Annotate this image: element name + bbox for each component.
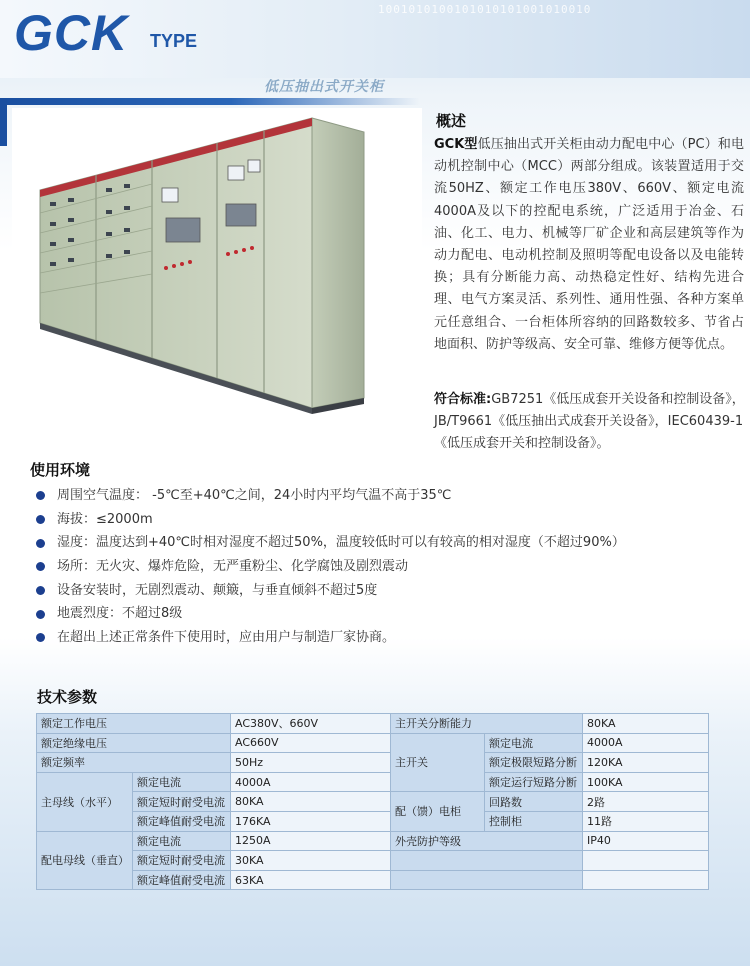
table-cell: 额定电流 (485, 733, 583, 753)
table-cell: 额定绝缘电压 (37, 733, 231, 753)
table-cell: 120KA (583, 753, 709, 773)
binary-decoration: 1001010100101010101001010010 (378, 3, 592, 16)
bullet-icon (36, 562, 45, 571)
list-item-text: 场所：无火灾、爆炸危险，无严重粉尘、化学腐蚀及剧烈震动 (57, 559, 409, 575)
table-row (37, 733, 709, 753)
table-row (37, 714, 709, 734)
table-cell: 63KA (231, 870, 391, 890)
table-cell: 主母线（水平） (37, 772, 133, 831)
list-item (36, 555, 736, 579)
accent-bar (0, 98, 420, 105)
table-cell: 4000A (231, 772, 391, 792)
bullet-icon (36, 586, 45, 595)
overview-lead: GCK型 (434, 137, 478, 152)
table-row (37, 870, 709, 890)
environment-title: 使用环境 (30, 461, 91, 479)
switchgear-cabinet-illustration (12, 108, 422, 423)
environment-list (36, 484, 736, 650)
accent-bar-vertical (0, 98, 7, 146)
table-cell: 50Hz (231, 753, 391, 773)
bullet-icon (36, 610, 45, 619)
table-cell: 176KA (231, 811, 391, 831)
table-cell: 80KA (583, 714, 709, 734)
table-cell: 控制柜 (485, 811, 583, 831)
table-row (37, 792, 709, 812)
tech-spec-table (36, 713, 709, 890)
table-cell: 额定峰值耐受电流 (133, 870, 231, 890)
tech-title: 技术参数 (37, 688, 98, 706)
table-cell: 4000A (583, 733, 709, 753)
table-cell: 配（馈）电柜 (391, 792, 485, 831)
table-cell: AC660V (231, 733, 391, 753)
table-row (37, 831, 709, 851)
table-cell: 额定运行短路分断 (485, 772, 583, 792)
brand-suffix: TYPE (150, 31, 198, 51)
table-cell: 额定电流 (133, 831, 231, 851)
table-cell: 80KA (231, 792, 391, 812)
list-item (36, 508, 736, 532)
list-item (36, 626, 736, 650)
bullet-icon (36, 633, 45, 642)
table-cell (391, 851, 583, 871)
table-cell: 额定峰值耐受电流 (133, 811, 231, 831)
overview-body: 低压抽出式开关柜由动力配电中心（PC）和电动机控制中心（MCC）两部分组成。该装置适用于交流50HZ、额定工作电压380V、660V、额定电流4000A及以下的控配电系统，广泛适用于冶金、石油、化工、电力、机械等厂矿企业和高层建筑等作为动力配电、电动机控制及照明等配电设备以及电能转换；具有分断能力高、动热稳定性好、结构先进合理、电气方案灵活、系列性、通用性强、各种方案单元任意组合、一台柜体所容纳的回路数较多、节省占地面积、防护等级高、安全可靠、维修方便等优点。 (434, 137, 744, 352)
standards-label: 符合标准: (434, 392, 492, 407)
list-item-text: 湿度：温度达到+40℃时相对湿度不超过50%，温度较低时可以有较高的相对湿度（不超过90%） (57, 535, 625, 551)
table-row (37, 772, 709, 792)
list-item (36, 484, 736, 508)
table-cell: 主开关分断能力 (391, 714, 583, 734)
table-cell: 配电母线（垂直） (37, 831, 133, 890)
table-cell: 100KA (583, 772, 709, 792)
list-item-text: 在超出上述正常条件下使用时，应由用户与制造厂家协商。 (57, 630, 396, 646)
table-cell: 11路 (583, 811, 709, 831)
list-item-text: 海拔：≤2000m (57, 511, 153, 527)
table-cell: 额定工作电压 (37, 714, 231, 734)
bullet-icon (36, 491, 45, 500)
table-cell: 额定短时耐受电流 (133, 851, 231, 871)
bullet-icon (36, 515, 45, 524)
list-item (36, 531, 736, 555)
table-cell: 主开关 (391, 733, 485, 792)
bullet-icon (36, 539, 45, 548)
overview-paragraph (434, 134, 744, 356)
standards-body: GB7251《低压成套开关设备和控制设备》，JB/T9661《低压抽出式成套开关设备》，IEC60439-1《低压成套开关和控制设备》。 (434, 392, 745, 452)
table-row (37, 851, 709, 871)
table-cell: 1250A (231, 831, 391, 851)
table-cell: 额定极限短路分断 (485, 753, 583, 773)
standards-paragraph (434, 389, 746, 456)
table-cell: 额定电流 (133, 772, 231, 792)
list-item (36, 579, 736, 603)
table-cell: IP40 (583, 831, 709, 851)
table-cell: 回路数 (485, 792, 583, 812)
table-cell: 额定频率 (37, 753, 231, 773)
overview-title: 概述 (436, 112, 467, 130)
table-cell (583, 870, 709, 890)
table-row (37, 811, 709, 831)
brand-logo: GCK (14, 5, 129, 61)
table-cell: AC380V、660V (231, 714, 391, 734)
list-item (36, 602, 736, 626)
table-cell (391, 870, 583, 890)
table-row (37, 753, 709, 773)
table-cell: 2路 (583, 792, 709, 812)
list-item-text: 周围空气温度： -5℃至+40℃之间，24小时内平均气温不高于35℃ (57, 488, 452, 503)
product-photo (12, 108, 422, 423)
list-item-text: 地震烈度：不超过8级 (57, 606, 183, 622)
table-cell: 额定短时耐受电流 (133, 792, 231, 812)
list-item-text: 设备安装时，无剧烈震动、颠簸，与垂直倾斜不超过5度 (57, 582, 378, 598)
table-cell: 外壳防护等级 (391, 831, 583, 851)
product-subtitle: 低压抽出式开关柜 (264, 79, 384, 95)
table-cell (583, 851, 709, 871)
table-cell: 30KA (231, 851, 391, 871)
